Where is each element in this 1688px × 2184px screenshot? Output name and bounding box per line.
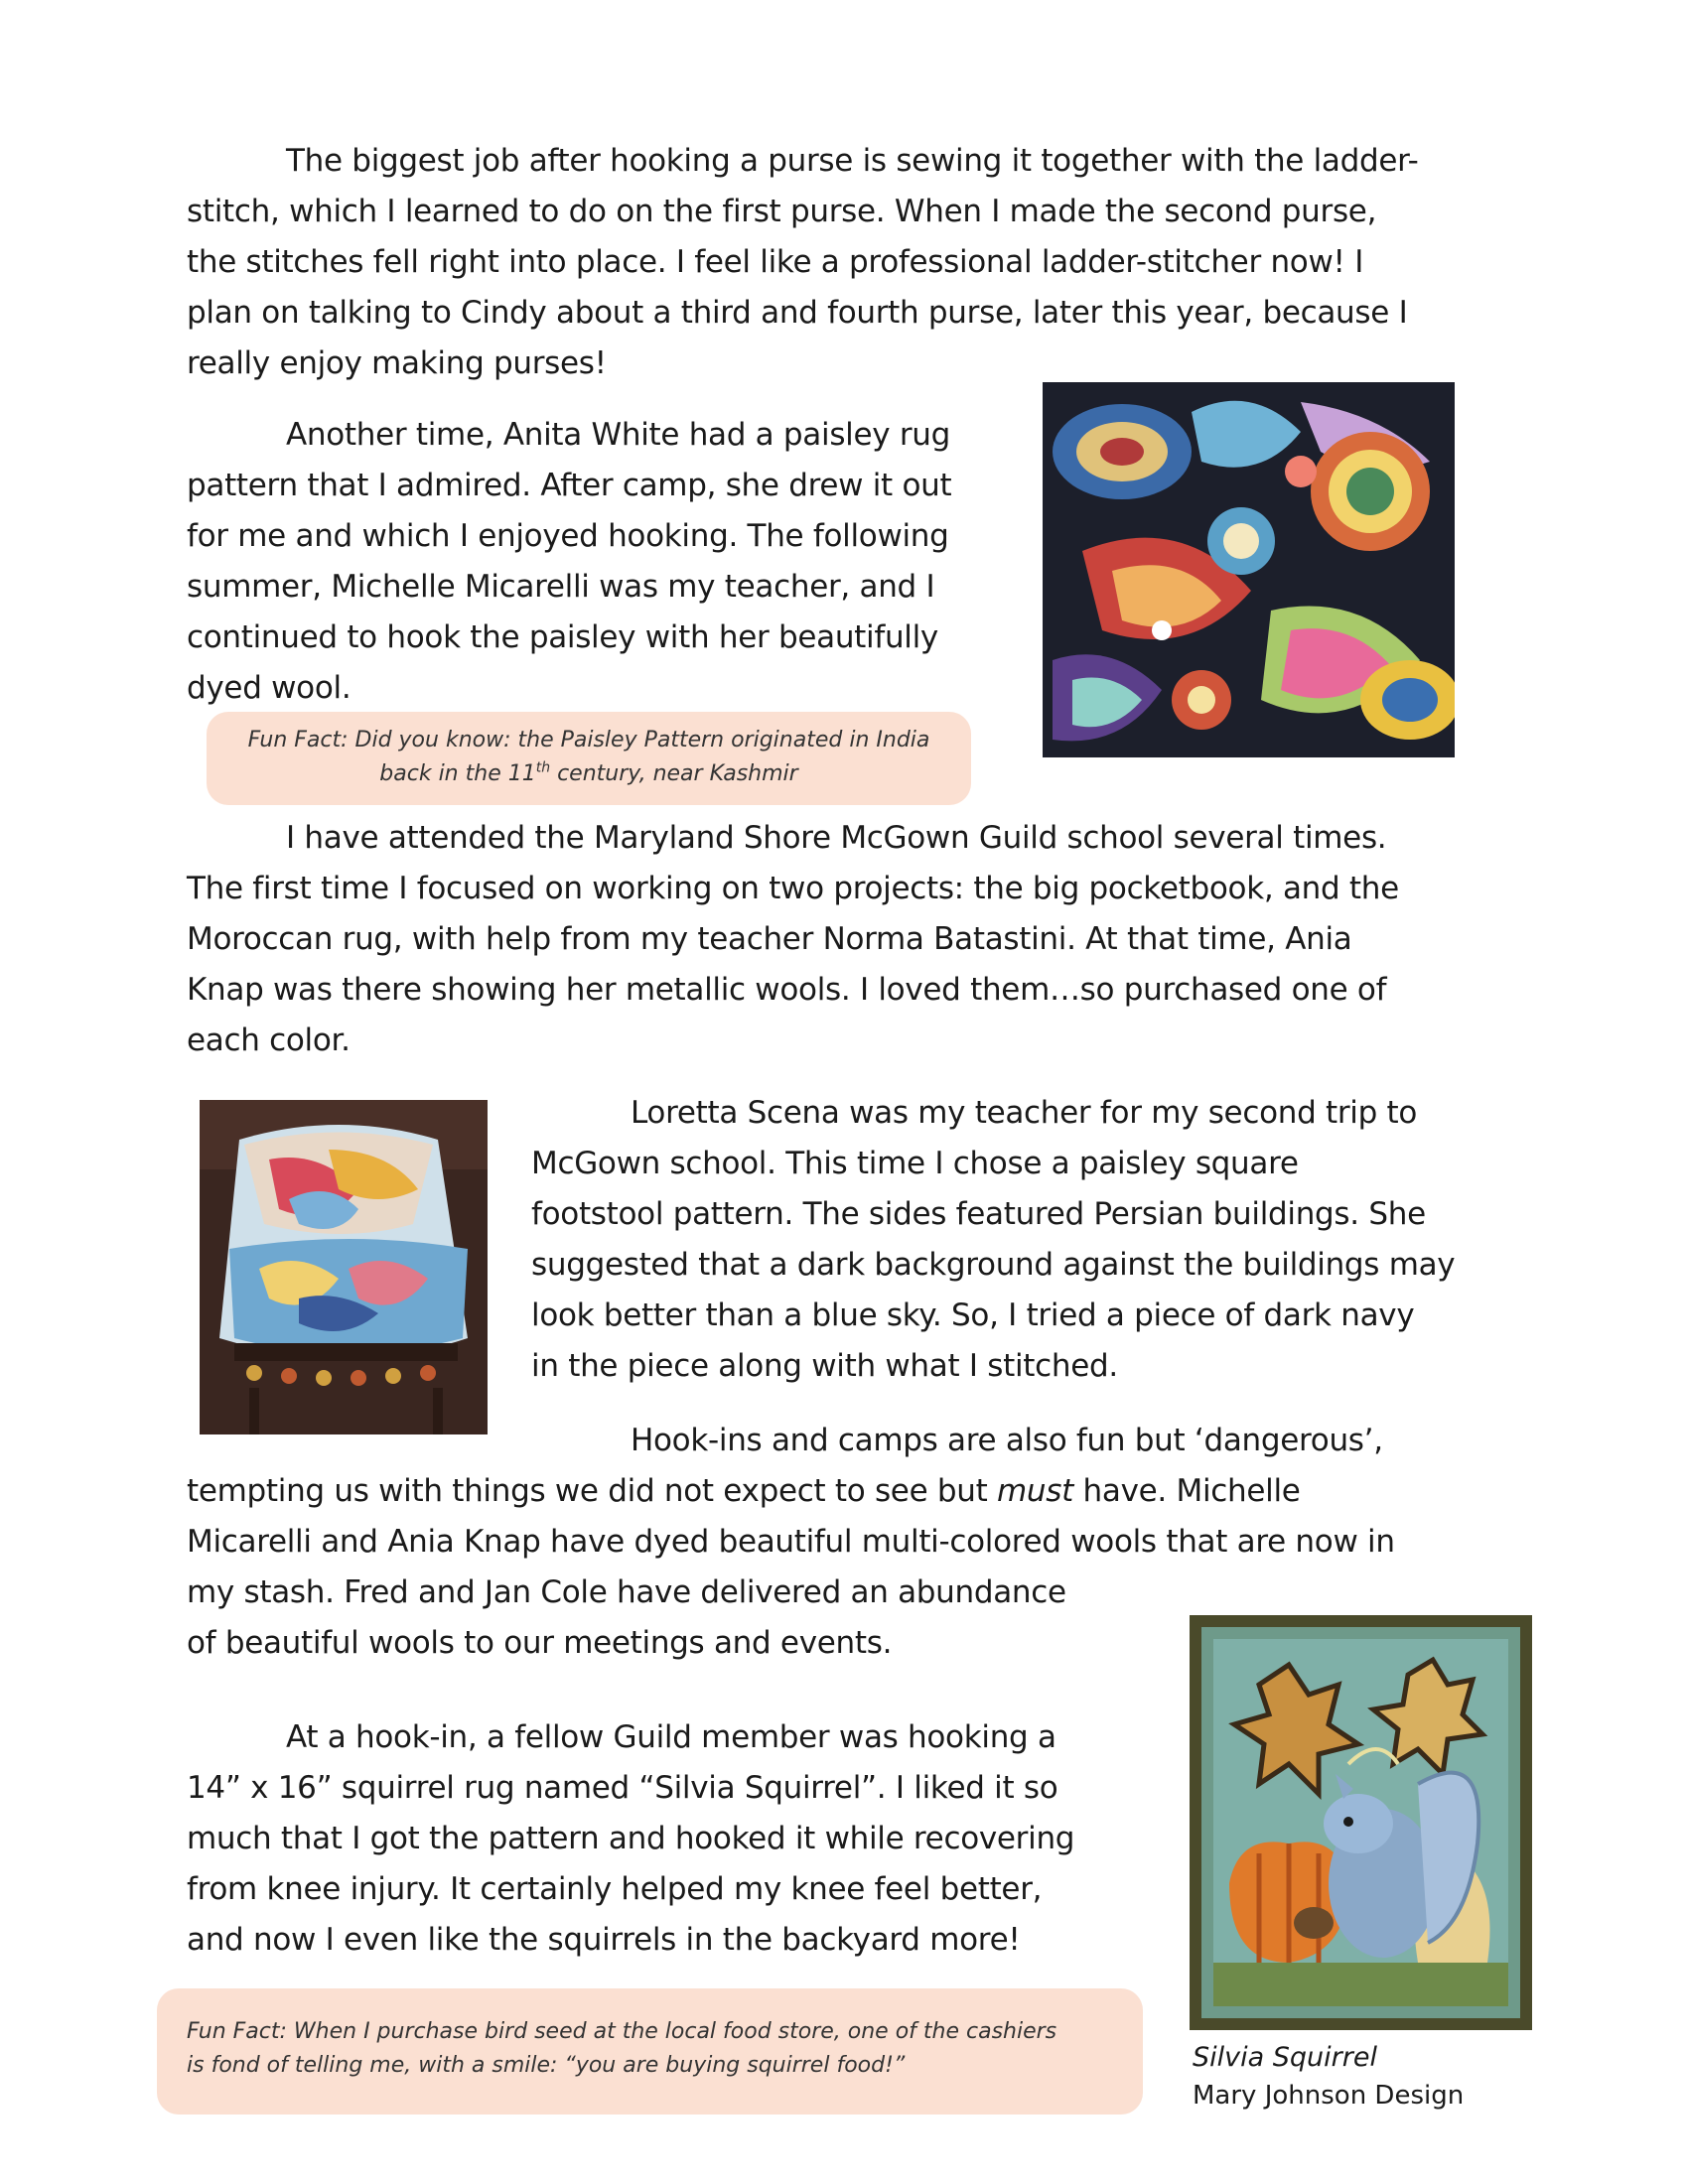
text-line: Loretta Scena was my teacher for my second trip to [631, 1095, 1418, 1131]
text-run: tempting us with things we did not expect to see but [187, 1473, 998, 1509]
fun-fact-line: Fun Fact: When I purchase bird seed at the local food store, one of the cashiers [187, 2019, 1057, 2044]
text-line: dyed wool. [187, 670, 352, 706]
fun-fact-paisley [207, 712, 971, 805]
text-line: summer, Michelle Micarelli was my teacher, and I [187, 569, 935, 605]
paragraph-footstool [531, 1088, 1455, 1392]
text-line: for me and which I enjoyed hooking. The following [187, 518, 949, 554]
text-line: suggested that a dark background against the buildings may [531, 1247, 1456, 1283]
text-line: Knap was there showing her metallic wools. I loved them…so purchased one of [187, 972, 1387, 1008]
text-line: Hook-ins and camps are also fun but ‘dangerous’, [631, 1423, 1383, 1458]
superscript: th [535, 759, 551, 776]
text-line: look better than a blue sky. So, I tried a piece of dark navy [531, 1297, 1415, 1333]
fun-fact-line: is fond of telling me, with a smile: “you are buying squirrel food!” [187, 2053, 906, 2078]
paragraph-mcgown [187, 813, 1399, 1066]
fun-fact-text: century, near Kashmir [550, 761, 798, 786]
paragraph-purse [187, 136, 1419, 389]
text-line: Another time, Anita White had a paisley rug [286, 417, 951, 453]
text-line: my stash. Fred and Jan Cole have delivered an abundance [187, 1574, 1066, 1610]
text-line: The biggest job after hooking a purse is sewing it together with the ladder- [286, 143, 1419, 179]
text-line: 14” x 16” squirrel rug named “Silvia Squirrel”. I liked it so [187, 1770, 1058, 1806]
photo-caption-title: Silvia Squirrel [1193, 2042, 1377, 2073]
fun-fact-line [207, 757, 971, 791]
text-run: have. Michelle [1072, 1473, 1301, 1509]
text-line: I have attended the Maryland Shore McGown Guild school several times. [286, 820, 1387, 856]
paisley-rug-photo [1043, 382, 1455, 757]
text-line: stitch, which I learned to do on the first purse. When I made the second purse, [187, 194, 1377, 229]
text-line: The first time I focused on working on two projects: the big pocketbook, and the [187, 871, 1399, 906]
text-line: in the piece along with what I stitched. [531, 1348, 1118, 1384]
text-line: the stitches fell right into place. I feel like a professional ladder-stitcher now! I [187, 244, 1364, 280]
emphasis: must [997, 1473, 1073, 1509]
text-line: pattern that I admired. After camp, she drew it out [187, 468, 952, 503]
paragraph-paisley [187, 410, 951, 714]
text-line: Micarelli and Ania Knap have dyed beautiful multi-colored wools that are now in [187, 1524, 1395, 1560]
text-line: McGown school. This time I chose a paisley square [531, 1146, 1299, 1181]
text-line: each color. [187, 1023, 351, 1058]
text-line: footstool pattern. The sides featured Persian buildings. She [531, 1196, 1426, 1232]
text-line: of beautiful wools to our meetings and events. [187, 1625, 893, 1661]
text-line: and now I even like the squirrels in the backyard more! [187, 1922, 1021, 1958]
text-line: really enjoy making purses! [187, 345, 607, 381]
squirrel-rug-photo [1190, 1615, 1532, 2030]
fun-fact-squirrel [157, 1988, 1143, 2115]
text-line: At a hook-in, a fellow Guild member was hooking a [286, 1719, 1056, 1755]
footstool-photo [200, 1100, 488, 1434]
text-line: Moroccan rug, with help from my teacher Norma Batastini. At that time, Ania [187, 921, 1352, 957]
fun-fact-line: Fun Fact: Did you know: the Paisley Pattern originated in India [247, 728, 930, 752]
photo-caption-designer: Mary Johnson Design [1193, 2081, 1465, 2111]
paragraph-squirrel [187, 1712, 1074, 1966]
text-line [187, 1466, 1395, 1517]
fun-fact-text: back in the 11 [379, 761, 536, 786]
text-line: plan on talking to Cindy about a third and fourth purse, later this year, because I [187, 295, 1408, 331]
text-line: from knee injury. It certainly helped my knee feel better, [187, 1871, 1043, 1907]
text-line: much that I got the pattern and hooked it while recovering [187, 1821, 1075, 1856]
text-line: continued to hook the paisley with her beautifully [187, 619, 938, 655]
